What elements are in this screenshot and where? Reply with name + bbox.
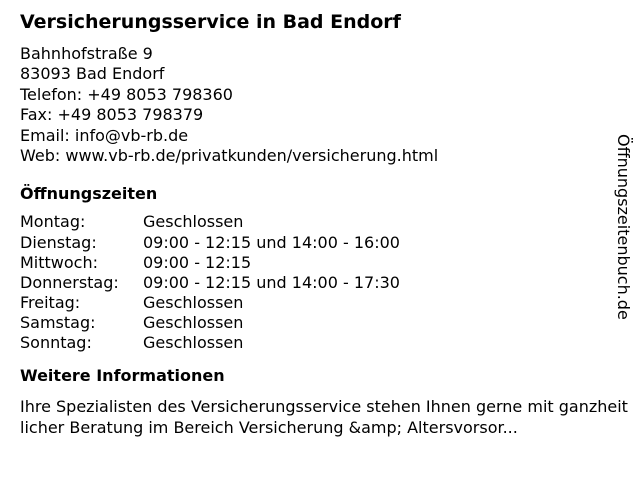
time-value: 09:00 - 12:15: [143, 252, 252, 272]
opening-hours-table: [20, 212, 620, 353]
email-address: Email: info@vb-rb.de: [20, 125, 189, 145]
hours-row-saturday: [20, 313, 620, 333]
hours-row-monday: [20, 212, 620, 232]
time-value: Geschlossen: [143, 212, 244, 232]
street-address: Bahnhofstraße 9: [20, 44, 153, 63]
day-label: Freitag:: [20, 293, 81, 313]
day-label: Montag:: [20, 212, 86, 232]
hours-row-wednesday: [20, 253, 620, 273]
contact-block: [20, 44, 620, 166]
time-value: Geschlossen: [143, 313, 244, 333]
time-value: 09:00 - 12:15 und 14:00 - 17:30: [143, 272, 400, 292]
description-text: Ihre Spezialisten des Versicherungsservice stehen Ihnen gerne mit ganzheitlicher Beratung im Bereich Versicherung &amp; Altersvorsor...: [20, 396, 628, 437]
hours-row-sunday: [20, 333, 620, 353]
time-value: Geschlossen: [143, 293, 244, 313]
day-label: Dienstag:: [20, 232, 97, 252]
fax-number: Fax: +49 8053 798379: [20, 105, 204, 125]
time-value: 09:00 - 12:15 und 14:00 - 16:00: [143, 232, 400, 252]
day-label: Sonntag:: [20, 333, 92, 353]
day-label: Samstag:: [20, 313, 96, 333]
day-label: Donnerstag:: [20, 272, 119, 292]
day-label: Mittwoch:: [20, 252, 98, 272]
brand-label: Öffnungszeitenbuch.de: [614, 134, 633, 320]
time-value: Geschlossen: [143, 333, 244, 353]
hours-row-friday: [20, 293, 620, 313]
further-info-heading: Weitere Informationen: [20, 365, 225, 385]
phone-number: Telefon: +49 8053 798360: [20, 84, 233, 104]
city-address: 83093 Bad Endorf: [20, 64, 165, 84]
opening-hours-heading: Öffnungszeiten: [20, 184, 158, 204]
hours-row-thursday: [20, 273, 620, 293]
website-url: Web: www.vb-rb.de/privatkunden/versicherung.html: [20, 145, 439, 165]
brand-watermark: [612, 134, 634, 336]
page-title: Versicherungsservice in Bad Endorf: [20, 11, 401, 33]
hours-row-tuesday: [20, 233, 620, 253]
